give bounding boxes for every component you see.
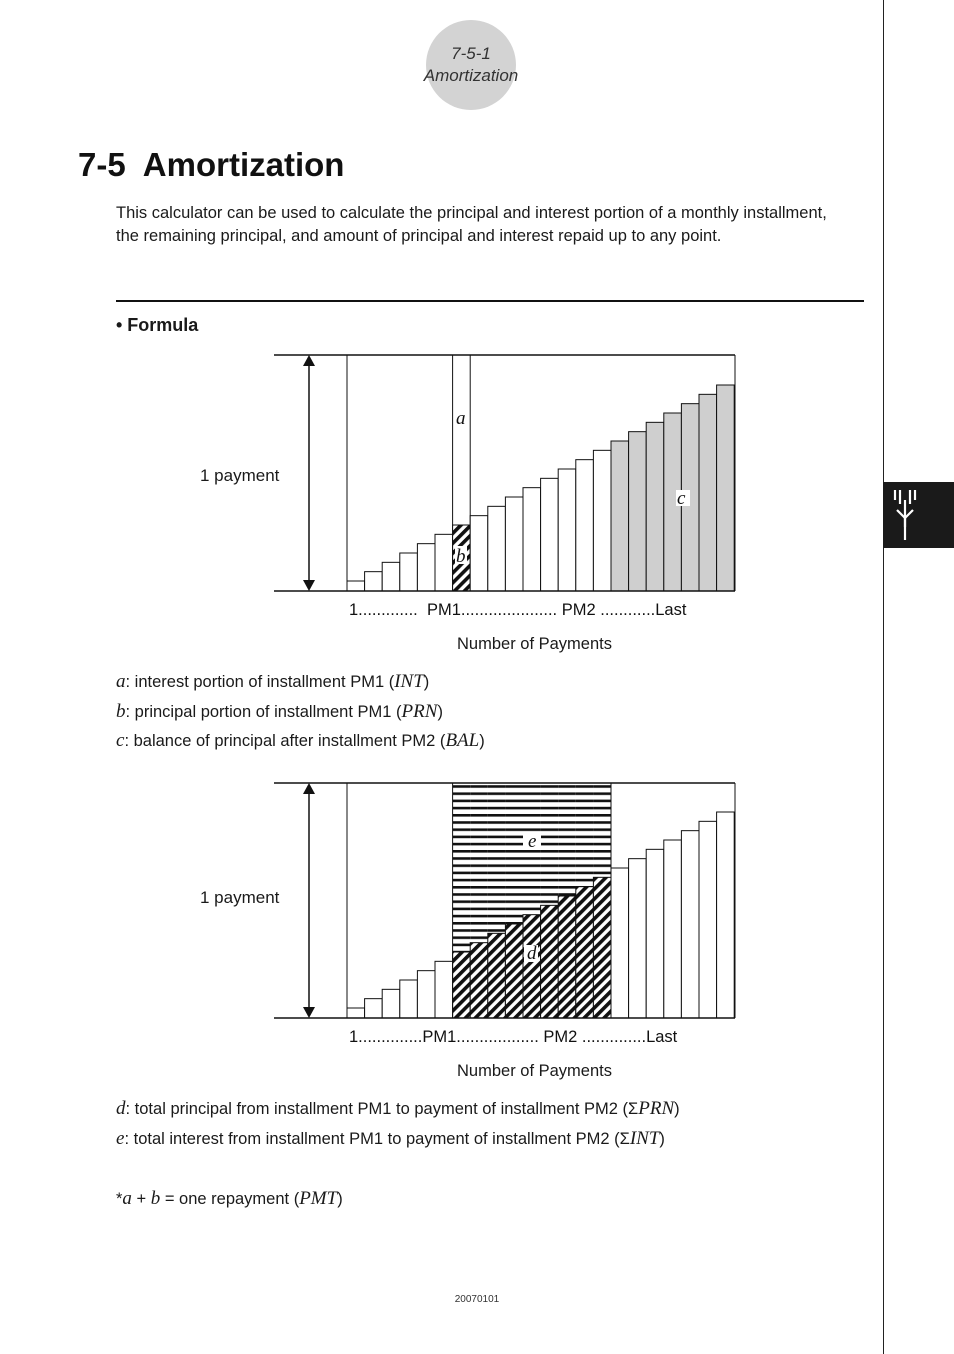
interest-sum-segment — [453, 783, 471, 952]
interest-sum-segment — [593, 783, 611, 877]
legend-1 — [116, 671, 485, 760]
definition-a: a: interest portion of installment PM1 (INT) — [116, 671, 430, 692]
balance-bar — [629, 432, 647, 591]
balance-bar — [717, 385, 735, 591]
payment-bar — [365, 572, 383, 591]
definition-e: e: total interest from installment PM1 to payment of installment PM2 (ΣINT) — [116, 1127, 665, 1149]
chapter-tab[interactable] — [883, 482, 954, 548]
payment-bar — [382, 562, 400, 591]
payment-bar — [347, 581, 365, 591]
label-c: c — [677, 488, 686, 509]
header-badge — [426, 20, 516, 110]
label-d: d — [527, 943, 537, 964]
section-divider — [116, 300, 864, 302]
figure-2 — [0, 778, 760, 1078]
x-axis-title: Number of Payments — [457, 1062, 612, 1080]
figure-1-diagram — [0, 350, 760, 610]
payment-height-arrow — [303, 355, 315, 591]
payment-label: 1 payment — [200, 888, 280, 907]
header-title: Amortization — [423, 66, 519, 85]
payment-label: 1 payment — [200, 466, 280, 485]
payment-bar — [576, 460, 594, 591]
payment-bar — [699, 821, 717, 1018]
principal-sum-bar — [470, 943, 488, 1018]
payment-bar — [400, 553, 418, 591]
balance-bar — [611, 441, 629, 591]
payment-bar — [681, 831, 699, 1018]
intro-paragraph: This calculator can be used to calculate the principal and interest portion of a monthly installment, the remaining principal, and amount of principal and interest repaid up to any point. — [116, 204, 827, 245]
payment-bar — [435, 961, 453, 1018]
payment-bar — [558, 469, 576, 591]
definition-d: d: total principal from installment PM1 to payment of installment PM2 (ΣPRN) — [116, 1098, 680, 1119]
page-title: 7-5 Amortization — [78, 146, 345, 183]
label-a: a — [456, 408, 466, 429]
balance-bar — [699, 394, 717, 591]
payment-bar — [646, 849, 664, 1018]
interest-sum-segment — [576, 783, 594, 887]
payment-bar — [593, 450, 611, 591]
x-axis-ticks: 1............. PM1..................... PM2 ............Last — [349, 601, 687, 619]
label-b: b — [456, 546, 466, 567]
payment-bar — [365, 999, 383, 1018]
payment-height-arrow — [303, 783, 315, 1018]
definition-c: c: balance of principal after installment PM2 (BAL) — [116, 730, 485, 751]
payment-bar — [470, 516, 488, 591]
principal-sum-bar — [488, 933, 506, 1018]
principal-sum-bar — [558, 896, 576, 1018]
interest-sum-segment — [558, 783, 576, 896]
payment-bar — [505, 497, 523, 591]
footer-code: 20070101 — [454, 1294, 500, 1305]
page-edge-rule — [883, 0, 884, 1354]
payment-bar — [717, 812, 735, 1018]
figure-2-diagram — [0, 778, 760, 1038]
x-axis-title: Number of Payments — [457, 635, 612, 653]
principal-sum-bar — [453, 952, 471, 1018]
payment-bar — [629, 859, 647, 1018]
payment-bar — [347, 1008, 365, 1018]
definition-b: b: principal portion of installment PM1 (PRN) — [116, 700, 443, 722]
payment-bar — [382, 989, 400, 1018]
repayment-note: *a + b = one repayment (PMT) — [116, 1188, 343, 1209]
payment-bar — [435, 534, 453, 591]
principal-sum-bar — [505, 924, 523, 1018]
financial-tab-icon — [883, 482, 954, 548]
interest-sum-segment — [541, 783, 559, 905]
label-e: e — [528, 831, 537, 852]
payment-bar — [611, 868, 629, 1018]
interest-sum-segment — [488, 783, 506, 933]
header-page-number: 7-5-1 — [451, 44, 491, 63]
principal-sum-bar — [576, 887, 594, 1018]
principal-sum-bar — [593, 877, 611, 1018]
principal-sum-bar — [541, 905, 559, 1018]
payment-bar — [417, 544, 435, 591]
interest-sum-segment — [470, 783, 488, 943]
payment-bar — [664, 840, 682, 1018]
payment-bar — [417, 971, 435, 1018]
figure-1 — [0, 350, 760, 653]
legend-2 — [116, 1098, 680, 1157]
payment-bar — [400, 980, 418, 1018]
x-axis-ticks: 1..............PM1.................. PM2 ..............Last — [349, 1028, 678, 1046]
section-heading: • Formula — [116, 315, 199, 335]
payment-bar — [523, 488, 541, 591]
interest-sum-segment — [505, 783, 523, 924]
balance-bar — [646, 422, 664, 591]
payment-bar — [488, 506, 506, 591]
payment-bar — [541, 478, 559, 591]
principal-sum-bar — [523, 915, 541, 1018]
